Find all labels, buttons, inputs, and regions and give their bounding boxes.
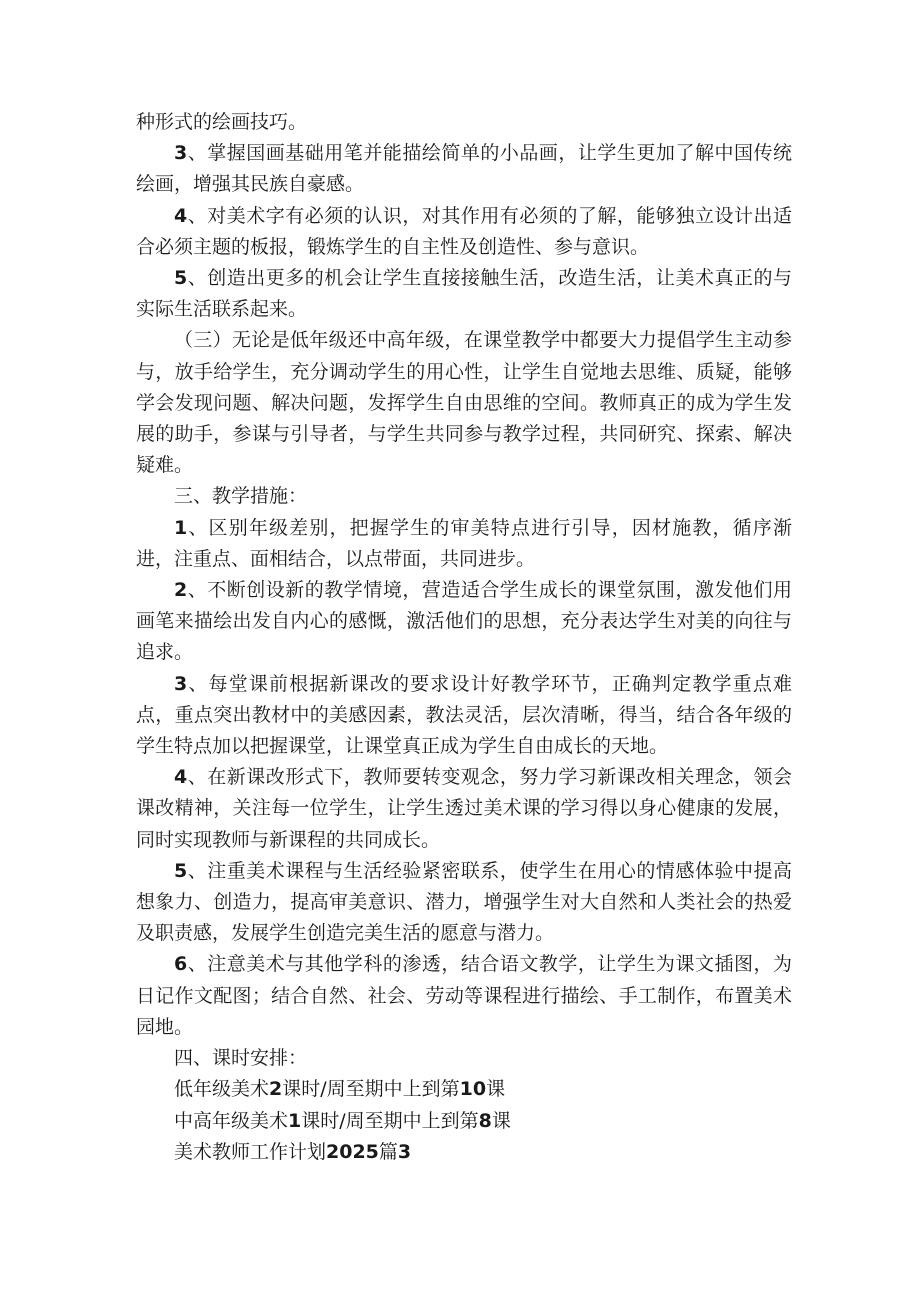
schedule-middle: 课时/周至期中上到第 [282, 1078, 460, 1101]
paragraph-number: 1 [174, 516, 188, 539]
paragraph-text: 、注意美术与其他学科的渗透，结合语文教学，让学生为课文插图，为日记作文配图；结合自然、社会、劳动等课程进行描绘、手工制作，布置美术园地。 [136, 953, 792, 1038]
paragraph-0 [136, 107, 792, 138]
next-section-title [136, 1137, 792, 1168]
paragraph-text: 、在新课改形式下，教师要转变观念，努力学习新课改相关理念，领会课改精神，关注每一位学生，让学生透过美术课的学习得以身心健康的发展，同时实现教师与新课程的共同成长。 [136, 766, 792, 851]
paragraph-text: 、不断创设新的教学情境，营造适合学生成长的课堂氛围，激发他们用画笔来描绘出发自内心的感慨，激活他们的思想，充分表达学生对美的向往与追求。 [136, 579, 792, 664]
paragraph-goal-5 [136, 263, 792, 325]
paragraph-measure-6 [136, 949, 792, 1043]
paragraph-number: 4 [174, 766, 188, 789]
paragraph-goal-3 [136, 138, 792, 200]
paragraph-measure-3 [136, 669, 792, 763]
paragraph-number: 5 [174, 267, 188, 290]
schedule-suffix: 课 [491, 1109, 511, 1132]
paragraph-text: 、掌握国画基础用笔并能描绘简单的小品画，让学生更加了解中国传统绘画，增强其民族自豪感。 [136, 142, 792, 196]
paragraph-number: 2 [174, 579, 188, 602]
paragraph-section-3-sub [136, 325, 792, 481]
schedule-hours: 1 [288, 1109, 302, 1132]
paragraph-text: 种形式的绘画技巧。 [136, 111, 308, 133]
paragraph-text: 、区别年级差别，把握学生的审美特点进行引导，因材施教，循序渐进，注重点、面相结合，以点带面，共同进步。 [136, 516, 792, 570]
schedule-week: 10 [459, 1078, 487, 1101]
paragraph-number: 6 [174, 953, 188, 976]
schedule-middle: 课时/周至期中上到第 [301, 1109, 479, 1132]
paragraph-number: 5 [174, 859, 188, 882]
paragraph-text: 、对美术字有必须的认识，对其作用有必须的了解，能够独立设计出适合必须主题的板报，锻炼学生的自主性及创造性、参与意识。 [136, 204, 792, 258]
paragraph-measure-5 [136, 856, 792, 950]
paragraph-measure-4 [136, 762, 792, 856]
schedule-mid-grade [136, 1106, 792, 1137]
paragraph-number: 3 [174, 142, 188, 165]
paragraph-number: 4 [174, 204, 188, 227]
paragraph-text: （三）无论是低年级还中高年级，在课堂教学中都要大力提倡学生主动参与，放手给学生，充分调动学生的用心性，让学生自觉地去思维、质疑，能够学会发现问题、解决问题，发挥学生自由思维的空间。教师真正的成为学生发展的助手，参谋与引导者，与学生共同参与教学过程，共同研究、探索、解决疑难。 [136, 329, 792, 477]
heading-schedule [136, 1043, 792, 1074]
schedule-low-grade [136, 1074, 792, 1105]
section-heading: 四、课时安排： [174, 1047, 308, 1070]
next-title-year: 2025 [326, 1140, 379, 1163]
paragraph-goal-4 [136, 201, 792, 263]
section-heading: 三、教学措施： [174, 485, 308, 508]
next-title-mid: 篇 [378, 1140, 398, 1163]
next-title-text: 美术教师工作计划 [174, 1140, 327, 1163]
next-title-num: 3 [397, 1140, 412, 1163]
schedule-hours: 2 [269, 1078, 283, 1101]
schedule-label: 中高年级美术 [174, 1109, 289, 1132]
paragraph-number: 3 [174, 672, 188, 695]
document-body [136, 107, 792, 1168]
paragraph-text: 、每堂课前根据新课改的要求设计好教学环节，正确判定教学重点难点，重点突出教材中的美感因素，教法灵活，层次清晰，得当，结合各年级的学生特点加以把握课堂，让课堂真正成为学生自由成长的天地。 [136, 672, 792, 758]
schedule-suffix: 课 [486, 1078, 506, 1101]
paragraph-measure-1 [136, 513, 792, 575]
paragraph-text: 、注重美术课程与生活经验紧密联系，使学生在用心的情感体验中提高想象力、创造力，提高审美意识、潜力，增强学生对大自然和人类社会的热爱及职责感，发展学生创造完美生活的愿意与潜力。 [136, 859, 792, 945]
heading-teaching-measures [136, 481, 792, 512]
paragraph-measure-2 [136, 575, 792, 669]
paragraph-text: 、创造出更多的机会让学生直接接触生活，改造生活，让美术真正的与实际生活联系起来。 [136, 267, 792, 321]
schedule-week: 8 [478, 1109, 492, 1132]
schedule-label: 低年级美术 [174, 1078, 270, 1101]
